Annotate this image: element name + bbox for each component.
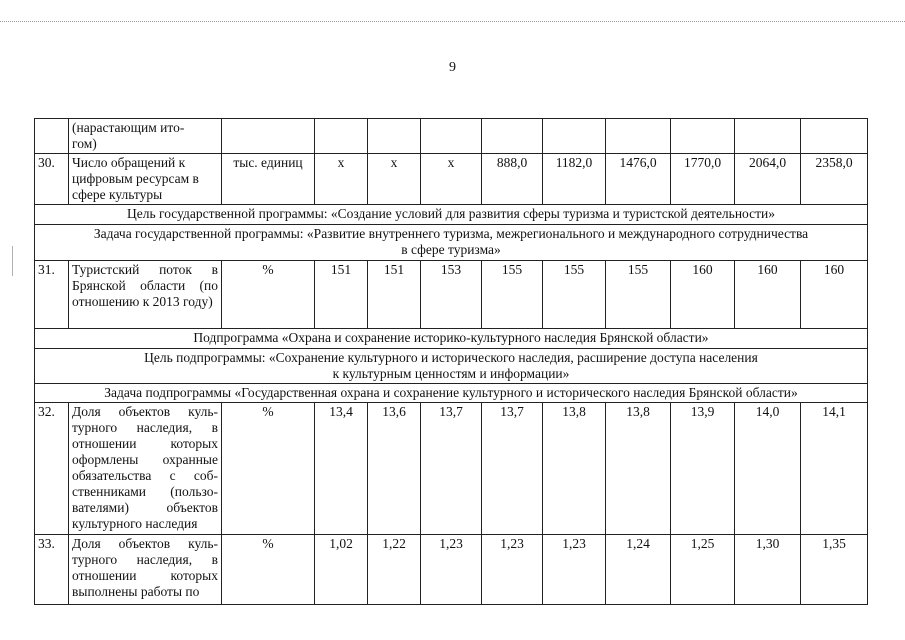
section-header-text: Задача государственной программы: «Развитие внутреннего туризма, межрегионального и международного сотрудничества в сфере туризма» [35, 225, 868, 261]
section-header-row [35, 329, 868, 349]
value-cell: 2064,0 [735, 154, 801, 205]
indicator-name: Доля объектов куль-турного наследия, в отношении которых выполнены работы по [69, 535, 222, 605]
value-cell: 1476,0 [606, 154, 671, 205]
table-row [35, 403, 868, 535]
indicator-name: Число обращений к цифровым ресурсам в сфере культуры [69, 154, 222, 205]
indicator-name: Туристский поток в Брянской области (по отношению к 2013 году) [69, 261, 222, 329]
table-row [35, 261, 868, 329]
section-header-row [35, 205, 868, 225]
value-cell: 1,23 [421, 535, 482, 605]
unit-cell: % [222, 261, 315, 329]
value-cell: 1,23 [482, 535, 543, 605]
value-cell: 13,8 [543, 403, 606, 535]
value-cell: 151 [368, 261, 421, 329]
value-cell: 13,7 [421, 403, 482, 535]
value-cell: х [368, 154, 421, 205]
page-number: 9 [449, 60, 456, 75]
indicator-name: (нарастающим ито- гом) [69, 119, 222, 154]
value-cell [801, 119, 868, 154]
row-number: 31. [35, 261, 69, 329]
unit-cell: % [222, 535, 315, 605]
unit-cell: тыс. единиц [222, 154, 315, 205]
section-header-text: Цель подпрограммы: «Сохранение культурного и исторического наследия, расширение доступа населения к культурным ценностям и информации» [35, 349, 868, 384]
value-cell: 155 [606, 261, 671, 329]
value-cell: х [421, 154, 482, 205]
value-cell: 1,30 [735, 535, 801, 605]
section-header-text: Цель государственной программы: «Создание условий для развития сферы туризма и туристской деятельности» [35, 205, 868, 225]
value-cell: 1,35 [801, 535, 868, 605]
value-cell: 13,9 [671, 403, 735, 535]
scan-top-dotted-rule [0, 21, 905, 22]
row-number [35, 119, 69, 154]
value-cell: 888,0 [482, 154, 543, 205]
row-number: 32. [35, 403, 69, 535]
value-cell [368, 119, 421, 154]
row-number: 30. [35, 154, 69, 205]
value-cell: 1770,0 [671, 154, 735, 205]
value-cell: 13,6 [368, 403, 421, 535]
value-cell [543, 119, 606, 154]
value-cell: 155 [482, 261, 543, 329]
value-cell: 14,0 [735, 403, 801, 535]
value-cell: 1,23 [543, 535, 606, 605]
value-cell: 153 [421, 261, 482, 329]
value-cell: 1182,0 [543, 154, 606, 205]
table-row [35, 119, 868, 154]
value-cell: 151 [315, 261, 368, 329]
table-row [35, 154, 868, 205]
value-cell: 14,1 [801, 403, 868, 535]
indicator-name: Доля объектов куль-турного наследия, в отношении которых оформлены охранные обязательства с соб-ственниками (пользо-вателями) объектов культурного наследия [69, 403, 222, 535]
value-cell: 2358,0 [801, 154, 868, 205]
section-header-row [35, 349, 868, 384]
value-cell: 13,4 [315, 403, 368, 535]
row-number: 33. [35, 535, 69, 605]
value-cell: х [315, 154, 368, 205]
value-cell: 1,24 [606, 535, 671, 605]
section-header-row [35, 384, 868, 403]
value-cell: 1,22 [368, 535, 421, 605]
value-cell: 13,8 [606, 403, 671, 535]
section-header-text: Задача подпрограммы «Государственная охрана и сохранение культурного и исторического наследия Брянской области» [35, 384, 868, 403]
value-cell: 160 [671, 261, 735, 329]
value-cell: 1,02 [315, 535, 368, 605]
table-row [35, 535, 868, 605]
value-cell [671, 119, 735, 154]
scan-margin-mark [12, 246, 13, 276]
value-cell [735, 119, 801, 154]
value-cell [315, 119, 368, 154]
value-cell: 160 [735, 261, 801, 329]
value-cell: 155 [543, 261, 606, 329]
section-header-text: Подпрограмма «Охрана и сохранение историко-культурного наследия Брянской области» [35, 329, 868, 349]
value-cell [606, 119, 671, 154]
value-cell [421, 119, 482, 154]
value-cell: 13,7 [482, 403, 543, 535]
unit-cell: % [222, 403, 315, 535]
indicators-table [34, 118, 868, 605]
value-cell: 160 [801, 261, 868, 329]
value-cell: 1,25 [671, 535, 735, 605]
value-cell [482, 119, 543, 154]
table-body [35, 119, 868, 605]
section-header-row [35, 225, 868, 261]
unit-cell [222, 119, 315, 154]
